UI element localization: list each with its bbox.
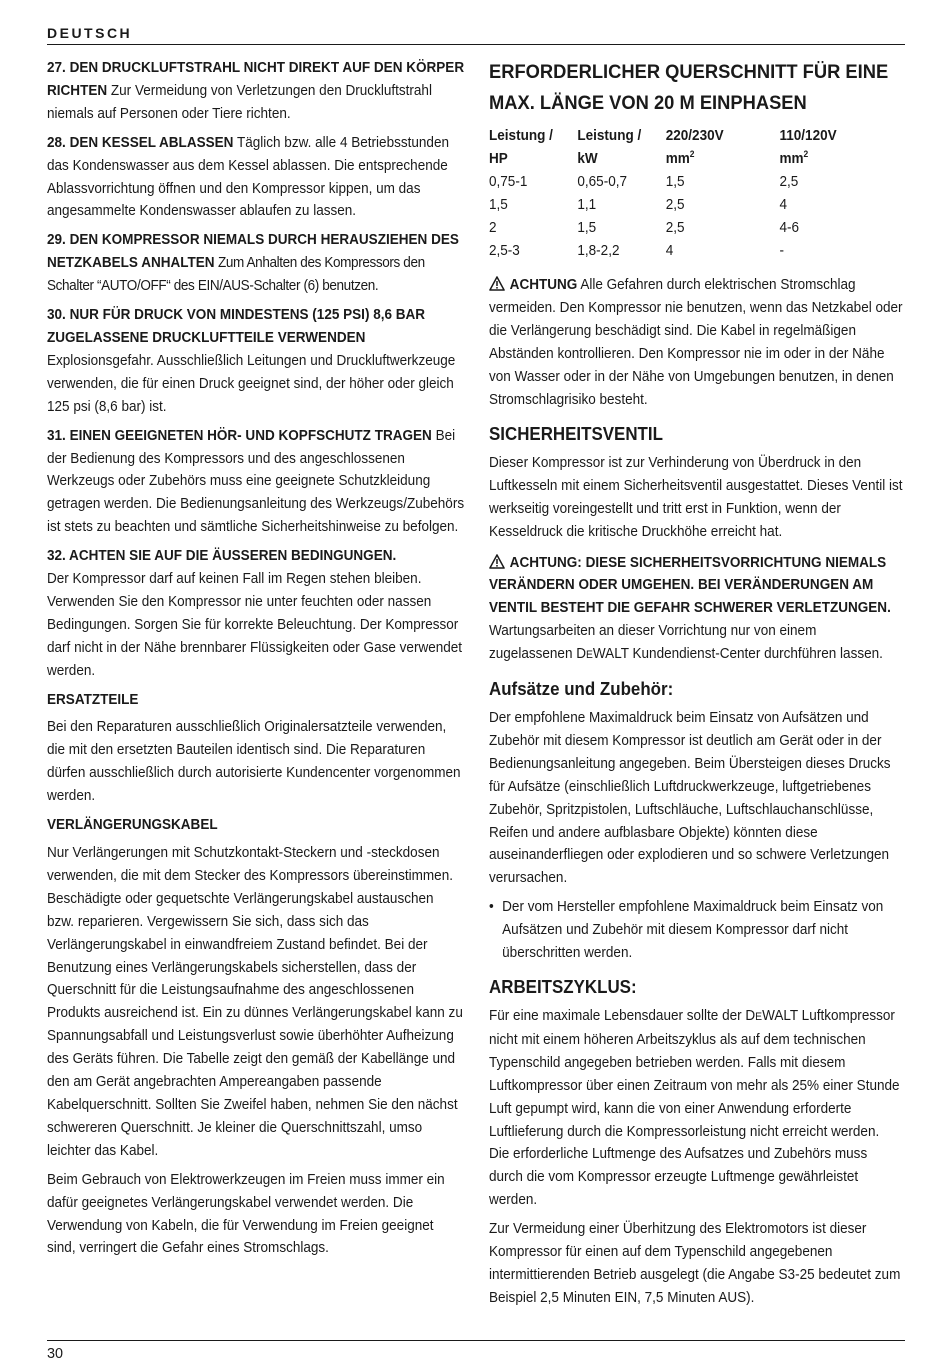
safety-item-text: Täglich bzw. alle 4 Betriebsstunden das Kondenswasser aus dem Kessel ablassen. Die entsprechende Ablassvorrichtung öffnen und den Kompressor kippen, um das angesammelte Kondenswasser ablaufen zu lassen. [47,134,449,220]
table-row [489,171,837,194]
table-title: ERFORDERLICHER QUERSCHNITT FÜR EINE MAX. LÄNGE VON 20 M EINPHASEN [489,61,889,114]
table-header-row [489,125,837,171]
table-cell: 1,5 [577,219,597,236]
table-cell: 1,1 [577,196,597,213]
safety-item-title: 31. EINEN GEEIGNETEN HÖR- UND KOPFSCHUTZ TRAGEN [47,427,432,444]
safety-device-warning [489,552,903,668]
table-cell: 2,5-3 [489,242,520,259]
left-column [47,57,464,1266]
table-cell: 4 [779,196,787,213]
safety-item-title: 32. ACHTEN SIE AUF DIE ÄUSSEREN BEDINGUNGEN. [47,548,397,565]
cross-section-table [489,125,837,262]
safety-item-28 [47,132,464,224]
safety-item-text: Bei der Bedienung des Kompressors und des angeschlossenen Werkzeugs oder Zubehörs muss eine geeignete Schutzkleidung getragen werden. Die Bedienungsanleitung des Werkzeugs/Zubehörs ist stets zu beachten und sämtliche Sicherheitshinweise zu befolgen. [47,427,465,536]
safety-item-text: Explosionsgefahr. Ausschließlich Leitungen und Druckluftwerkzeuge verwenden, die für einen Druck geeignet sind, der höher oder gleich 125 psi (8,6 bar) ist. [47,352,456,415]
table-header-cell: Leistung / kW [577,128,642,167]
table-header-cell: 110/120V $mm^2$ [779,128,837,167]
safety-item-text: Der Kompressor darf auf keinen Fall im Regen stehen bleiben. Verwenden Sie den Kompressor nie unter feuchten oder nassen Bedingungen. Sorgen Sie für korrekte Beleuchtung. Der Kompressor darf nicht in der Nähe brennbarer Flüssigkeiten oder Gase verwendet werden. [47,571,463,679]
sicherheitsventil-heading: SICHERHEITSVENTIL [489,423,663,444]
table-header-cell: 220/230V $mm^2$ [665,128,724,167]
safety-item-title: 30. NUR FÜR DRUCK VON MINDESTENS (125 PSI) 8,6 BAR ZUGELASSENE DRUCKLUFTTEILE VERWENDEN [47,307,426,346]
verlaengerungskabel-heading: VERLÄNGERUNGSKABEL [47,817,218,834]
language-label: DEUTSCH [47,25,133,41]
safety-item-text: Zur Vermeidung von Verletzungen den Druckluftstrahl niemals auf Personen oder Tiere richten. [47,82,432,122]
table-cell: 4-6 [779,219,800,236]
warning-triangle-icon [489,554,505,569]
ersatzteile-text: Bei den Reparaturen ausschließlich Originalersatzteile verwenden, die mit den ersetzten Bauteilen identisch sind. Die Reparaturen dürfen ausschließlich durch autorisierte Kundencenter vorgenommen werden. [47,719,461,805]
table-cell: 2 [489,219,497,236]
table-cell: 0,65-0,7 [577,173,628,190]
right-column [489,57,903,1316]
verlaengerungskabel-outdoor-text: Beim Gebrauch von Elektrowerkzeugen im Freien muss immer ein dafür geeignetes Verlängerungskabel verwendet werden. Die Verwendung von Kabeln, die für Verwendung im Freien geeignet sind, verringert die Gefahr eines Stromschlags. [47,1171,445,1257]
brand-small-cap: E [755,1011,763,1023]
arbeitszyklus-text: Für eine maximale Lebensdauer sollte der DEWALT Luftkompressor nicht mit einem höheren Arbeitszyklus als auf dem technischen Typenschild angegeben betrieben werden. Falls mit diesem Luftkompressor über einen Zeitraum von mehr als 25% einer Stunde Luft gepumpt wird, kann die von einer Anwendung erforderte Luftlieferung durch die Kompressorleistung nicht erreicht werden. Die erforderliche Luftmenge des Aufsatzes und Zubehörs muss durch die vom Kompressor erzeugte Luftmenge gewährleistet werden. [489,1008,900,1209]
safety-item-29 [47,229,464,298]
ersatzteile-heading: ERSATZTEILE [47,691,139,708]
table-cell: 2,5 [779,173,799,190]
table-cell: 2,5 [665,219,685,236]
table-cell: 0,75-1 [489,173,528,190]
warning-text: Wartungsarbeiten an dieser Vorrichtung nur von einem zugelassenen D [489,623,817,663]
table-cell: 4 [665,242,674,259]
safety-item-text: Zum Anhalten des Kompressors den Schalter “AUTO/OFF“ des EIN/AUS-Schalter (6) benutzen. [47,255,425,295]
arbeitszyklus-heading: ARBEITSZYKLUS: [489,977,637,997]
page-footer [47,1340,905,1365]
electric-shock-warning [489,274,903,411]
safety-item-32 [47,545,464,682]
safety-item-27 [47,57,464,126]
brand-small-cap: E [586,649,593,662]
list-item [489,896,903,965]
table-cell: 1,8-2,2 [577,242,620,259]
bullet-text: Der vom Hersteller empfohlene Maximaldruck beim Einsatz von Aufsätzen und Zubehör mit diesem Kompressor darf nicht überschritten werden. [502,899,884,962]
safety-item-30 [47,304,464,419]
warning-triangle-icon [489,276,505,291]
safety-item-title: 27. DEN DRUCKLUFTSTRAHL NICHT DIREKT AUF DEN KÖRPER RICHTEN [47,60,465,99]
table-header-cell: Leistung / HP [489,128,553,167]
warning-text: Alle Gefahren durch elektrischen Stromschlag vermeiden. Den Kompressor nie benutzen, wenn das Netzkabel oder die Verlängerung beschädigt sind. Die Kabel in regelmäßigen Abständen kontrollieren. Den Kompressor nie im oder in der Nähe von Wasser oder in der Nähe von Umgebungen benutzen, in denen Stromschlagrisiko besteht. [489,277,903,408]
safety-item-title: 29. DEN KOMPRESSOR NIEMALS DURCH HERAUSZIEHEN DES NETZKABELS ANHALTEN [47,232,459,272]
warning-label: ACHTUNG [509,277,578,294]
table-row [489,194,837,217]
table-row [489,240,837,263]
verlaengerungskabel-text: Nur Verlängerungen mit Schutzkontakt-Steckern und -steckdosen verwenden, die mit dem Stecker des Kompressors übereinstimmen. Beschädigte oder gequetschte Verlängerungskabel austauschen bzw. reparieren. Vergewissern Sie sich, dass sich das Verlängerungskabel in einwandfreiem Zustand befindet. Bei der Benutzung eines Verlängerungskabels sicherstellen, dass der Querschnitt für die Leistungsaufnahme des angeschlossenen Produkts ausreichend ist. Ein zu dünnes Verlängerungskabel kann zu Spannungsabfall und Leistungsverlust sowie überhöhter Aufheizung des Geräts führen. Die Tabelle zeigt den gemäß der Kabellänge und den am Gerät angebrachten Ampereangaben passende Kabelquerschnitt. Sollten Sie Zweifel haben, nehmen Sie den nächst schwereren Querschnitt. Je kleiner die Querschnittszahl, umso leichter das Kabel. [47,845,463,1159]
sicherheitsventil-text: Dieser Kompressor ist zur Verhinderung von Überdruck in den Luftkesseln mit einem Sicherheitsventil ausgestattet. Dieses Ventil ist werkseitig voreingestellt und tritt erst in Funktion, wenn der Kesseldruck die kritische Druckhöhe erreicht hat. [489,454,903,540]
safety-item-31 [47,425,464,540]
page-header [47,22,905,45]
aufsaetze-text: Der empfohlene Maximaldruck beim Einsatz von Aufsätzen und Zubehör mit diesem Kompressor ist deutlich am Gerät oder in der Bedienungsanleitung angegeben. Beim Übersteigen dieses Drucks für Aufsätze (einschließlich Luftdruckwerkzeuge, luftgetriebenes Zubehör, Spritzpistolen, Luftschläuche, Luftschlauchanschlüsse, Reifen und andere aufblasbare Objekte) könnten diese auseinanderfliegen oder explodieren und so schwere Verletzungen verursachen. [489,710,891,887]
table-cell: - [779,242,784,259]
bullet-marker: • [489,899,494,916]
warning-text: WALT Kundendienst-Center durchführen lassen. [592,646,883,663]
table-row [489,217,837,240]
page-number: 30 [47,1346,64,1362]
safety-item-title: 28. DEN KESSEL ABLASSEN [47,134,234,151]
table-cell: 2,5 [665,196,685,213]
table-cell: 1,5 [489,196,508,213]
arbeitszyklus-overheat-text: Zur Vermeidung einer Überhitzung des Elektromotors ist dieser Kompressor für einen auf dem Typenschild angegebenen intermittierenden Betrieb ausgelegt (die Angabe S3-25 bedeutet zum Beispiel 2,5 Minuten EIN, 7,5 Minuten AUS). [489,1221,901,1306]
table-cell: 1,5 [665,173,685,190]
aufsaetze-heading: Aufsätze und Zubehör: [489,679,674,700]
warning-label: ACHTUNG: DIESE SICHERHEITSVORRICHTUNG NIEMALS VERÄNDERN ODER UMGEHEN. BEI VERÄNDERUNGEN AM VENTIL BESTEHT DIE GEFAHR SCHWERER VERLETZUNGEN. [489,554,891,617]
